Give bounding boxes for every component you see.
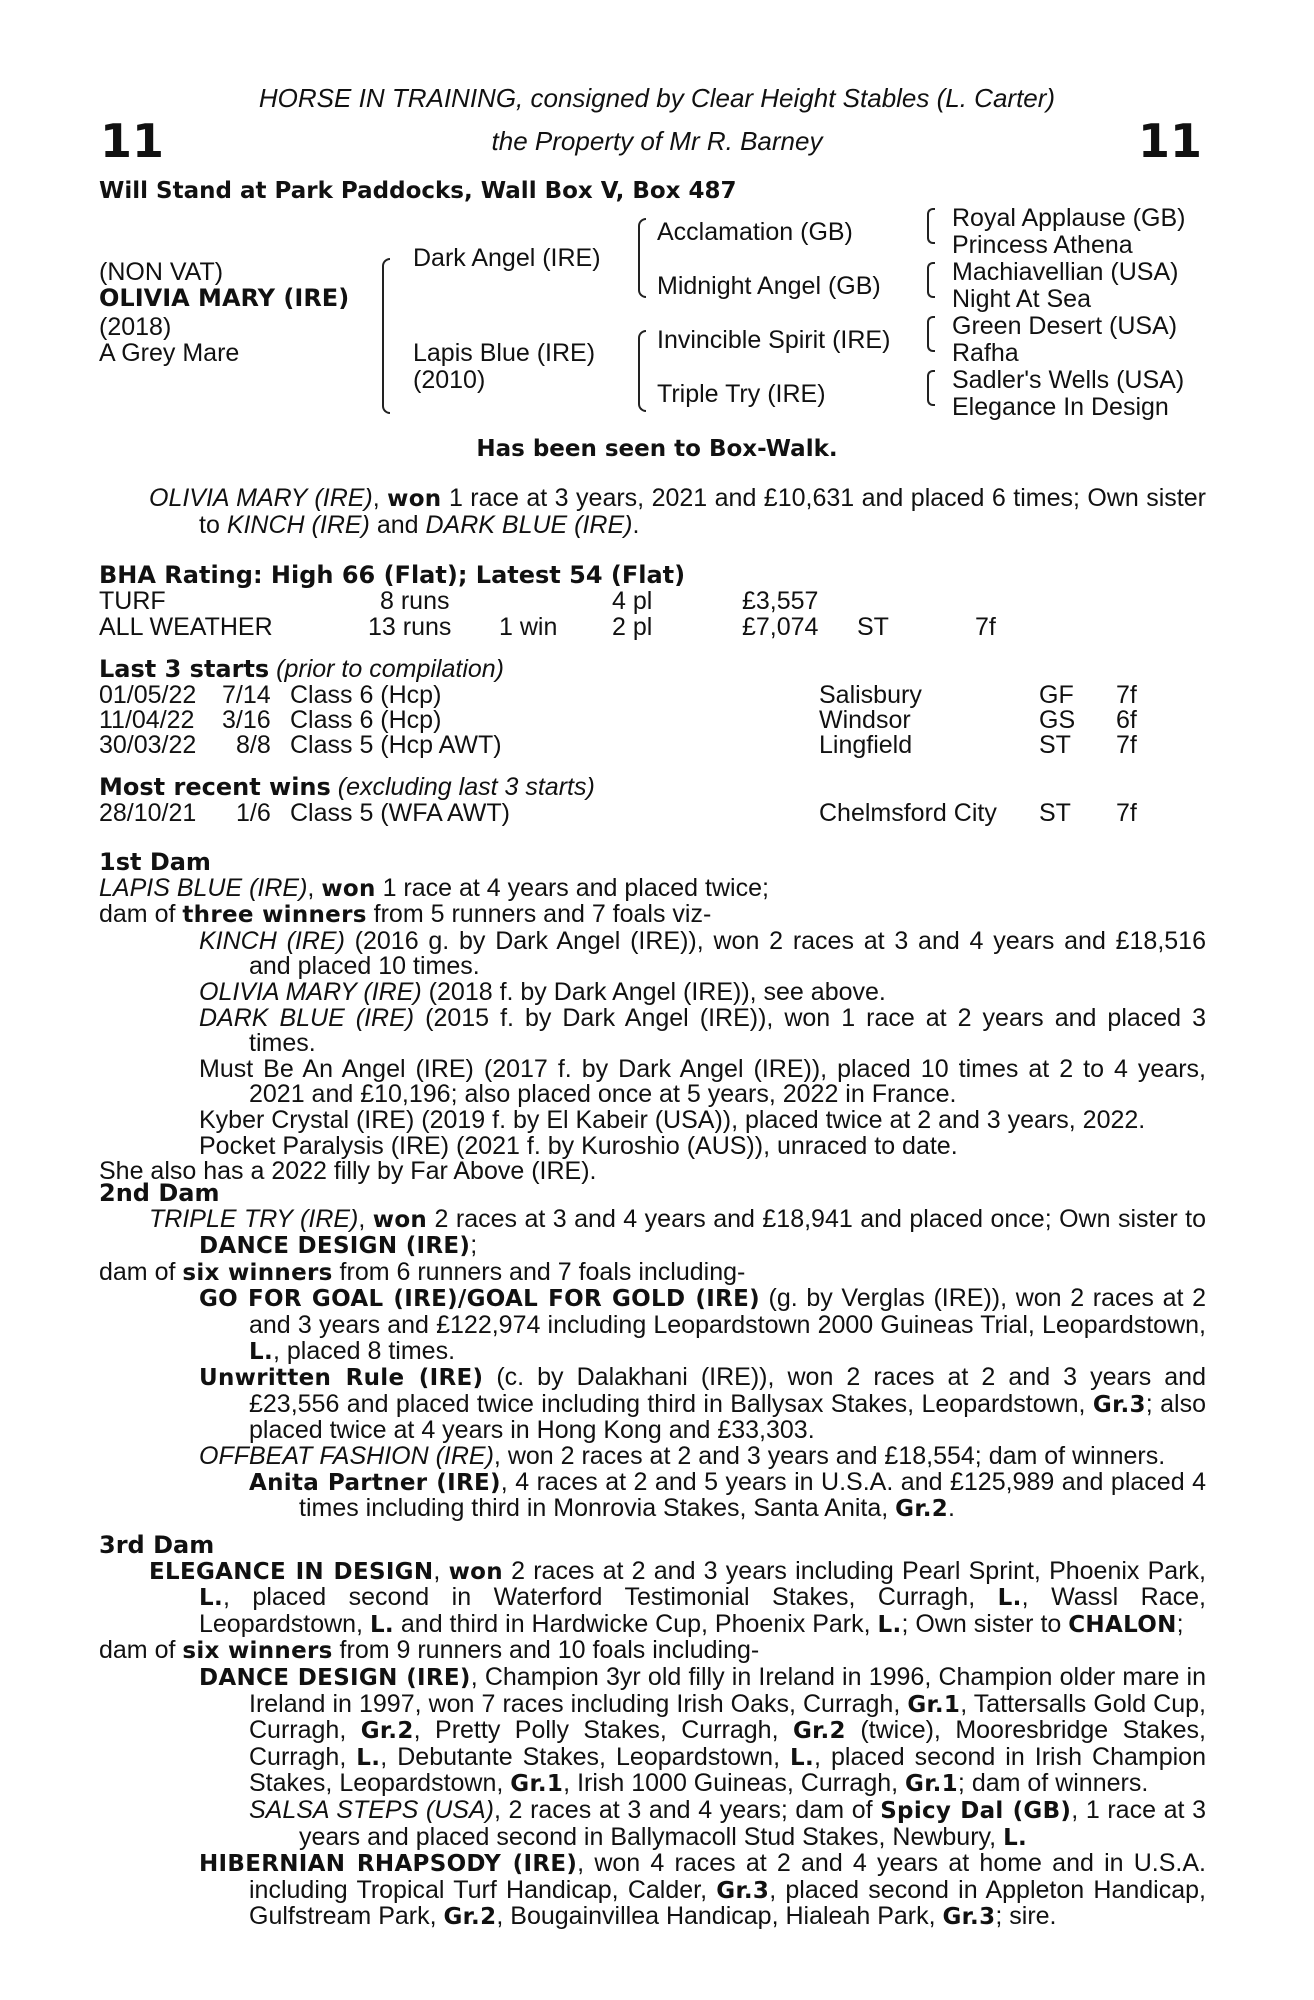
last3-row-2-dist: 6f — [1116, 706, 1137, 734]
summary-text: 1 race at 3 years, 2021 and £10,631 and placed 6 times; Own sister to — [199, 484, 1206, 539]
progeny-hibernian-t2: , placed second in Appleton Handicap, Gulfstream Park, — [249, 1875, 1206, 1931]
progeny-kinch-text: (2016 g. by Dark Angel (IRE)), won 2 races at 3 and 4 years and £18,516 and placed 10 times. — [249, 926, 1206, 981]
recent-row-1-pos: 1/6 — [236, 799, 271, 827]
g4-ancestor-5: Green Desert (USA) — [952, 312, 1178, 340]
summary-sibling-2: DARK BLUE (IRE) — [425, 510, 633, 539]
progeny-dance-design-l2: L. — [790, 1744, 815, 1771]
second-dam-semi: ; — [470, 1231, 478, 1260]
progeny-hibernian-t3: , Bougainvillea Handicap, Hialeah Park, — [496, 1902, 943, 1931]
progeny-dance-design-g2: Gr.2 — [360, 1718, 414, 1745]
horse-year: (2018) — [99, 313, 172, 341]
last3-note: (prior to compilation) — [269, 655, 505, 683]
progeny-salsa-steps-listed: L. — [1003, 1824, 1028, 1851]
progeny-unwritten-rule-name: Unwritten Rule (IRE) — [199, 1365, 484, 1392]
progeny-pocket-paralysis: Pocket Paralysis (IRE) (2021 f. by Kuroshio (AUS)), unraced to date. — [199, 1131, 958, 1160]
progeny-darkblue-name: DARK BLUE (IRE) — [199, 1003, 415, 1032]
second-dam-winners: six winners — [182, 1259, 333, 1286]
third-dam-chalon: CHALON — [1068, 1611, 1177, 1638]
summary-horse-name: OLIVIA MARY (IRE) — [149, 484, 373, 512]
sire-name: Dark Angel (IRE) — [413, 244, 601, 272]
vat-status: (NON VAT) — [99, 258, 224, 286]
progeny-go-for-goal-text: (g. by Verglas (IRE)), won 2 races at 2 and 3 years and £122,974 including Leopardstown 2000 Guineas Trial, Leopardstown, — [249, 1284, 1206, 1339]
progeny-go-for-goal-listed: L. — [249, 1338, 273, 1365]
g4-ancestor-3: Machiavellian (USA) — [952, 258, 1179, 286]
recent-row-1-date: 28/10/21 — [99, 799, 197, 827]
bha-rating-title: BHA Rating: High 66 (Flat); Latest 54 (Flat) — [99, 561, 686, 589]
third-dam-foals: from 9 runners and 10 foals including- — [332, 1636, 760, 1665]
g4-ancestor-7: Sadler's Wells (USA) — [952, 366, 1185, 394]
progeny-go-for-goal-end: , placed 8 times. — [273, 1336, 456, 1365]
recent-note: (excluding last 3 starts) — [330, 773, 595, 801]
progeny-olivia-text: (2018 f. by Dark Angel (IRE)), see above. — [421, 977, 886, 1006]
progeny-hibernian-t4: ; sire. — [995, 1902, 1057, 1931]
second-dam-foals: from 6 runners and 7 foals including- — [332, 1257, 746, 1286]
progeny-darkblue-text: (2015 f. by Dark Angel (IRE)), won 1 race at 2 years and placed 3 times. — [249, 1003, 1206, 1058]
third-dam-t2: , placed second in Waterford Testimonial Stakes, Curragh, — [223, 1583, 998, 1612]
first-dam-section: 1st Dam LAPIS BLUE (IRE), won 1 race at 4 years and placed twice; dam of three winners from 5 runners and 7 foals viz- KINCH (IRE) (2016 g. by Dark Angel (IRE)), won 2 races at 3 and 4 years and £18,516 and placed 10 times. OLIVIA MARY (IRE) (2018 f. by Dark Angel (IRE)), see above. DARK BLUE (IRE) (2015 f. by Dark Angel (IRE)), won 1 race at 2 years and placed 3 times. Must Be An Angel (IRE) (2017 f. by Dark Angel (IRE)), placed 10 times at 2 to 4 years, 2021 and £10,196; also placed once at 5 years, 2022 in France. Kyber Crystal (IRE) (2019 f. by El Kabeir (USA)), placed twice at 2 and 3 years, 2022. Pocket Paralysis (IRE) (2021 f. by Kuroshio (AUS)), unraced to date. She also has a 2022 filly by Far Above (IRE). — [99, 848, 1206, 1186]
third-dam-t6: ; — [1176, 1609, 1184, 1638]
progeny-salsa-steps-name: SALSA STEPS (USA) — [249, 1795, 494, 1824]
second-dam-sister: DANCE DESIGN (IRE) — [199, 1233, 471, 1260]
granddam-maternal: Triple Try (IRE) — [657, 380, 826, 408]
last3-row-1-date: 01/05/22 — [99, 681, 197, 709]
progeny-spicy-dal: Spicy Dal (GB) — [880, 1797, 1072, 1824]
dam-name: Lapis Blue (IRE) — [413, 339, 596, 367]
third-dam-t1: 2 races at 2 and 3 years including Pearl Sprint, Phoenix Park, — [502, 1556, 1206, 1585]
progeny-hibernian-g3: Gr.3 — [942, 1904, 996, 1931]
second-dam-name: TRIPLE TRY (IRE) — [149, 1204, 359, 1233]
recent-row-1-dist: 7f — [1116, 799, 1137, 827]
first-dam-name: LAPIS BLUE (IRE) — [99, 873, 308, 902]
progeny-offbeat-fashion-name: OFFBEAT FASHION (IRE) — [199, 1441, 494, 1470]
recent-title: Most recent wins — [99, 773, 331, 801]
first-dam-filly-note: She also has a 2022 filly by Far Above (IRE). — [99, 1157, 597, 1186]
third-dam-t5: ; Own sister to — [901, 1609, 1069, 1638]
bha-aw-runs: 13 runs — [368, 613, 452, 641]
progeny-dance-design-t2: , Tattersalls Gold Cup, Curragh, — [249, 1689, 1206, 1745]
last3-row-1-pos: 7/14 — [222, 681, 271, 709]
g4-ancestor-4: Night At Sea — [952, 285, 1091, 313]
horse-name: OLIVIA MARY (IRE) — [99, 284, 350, 312]
last3-row-3-course: Lingfield — [819, 731, 913, 759]
last3-row-2-class: Class 6 (Hcp) — [290, 706, 442, 734]
last3-row-2-course: Windsor — [819, 706, 911, 734]
race-summary: OLIVIA MARY (IRE), won 1 race at 3 years, 2021 and £10,631 and placed 6 times; Own sister to KINCH (IRE) and DARK BLUE (IRE). — [149, 484, 1206, 539]
summary-and: and — [369, 510, 426, 539]
recent-row-1-class: Class 5 (WFA AWT) — [290, 799, 510, 827]
summary-won: won — [387, 486, 442, 512]
dam-year: (2010) — [413, 366, 486, 394]
first-dam-winners: three winners — [182, 902, 367, 929]
second-dam-title: 2nd Dam — [99, 1179, 220, 1207]
progeny-olivia-name: OLIVIA MARY (IRE) — [199, 977, 422, 1006]
third-dam-winners: six winners — [182, 1638, 333, 1665]
progeny-unwritten-rule-end: ; also placed twice at 4 years in Hong Kong and £33,303. — [249, 1389, 1206, 1445]
progeny-dance-design-t1: , Champion 3yr old filly in Ireland in 1996, Champion older mare in Ireland in 1997, won 7 races including Irish Oaks, Curragh, — [249, 1662, 1207, 1718]
progeny-anita-partner-end: . — [948, 1494, 955, 1523]
recent-wins-heading — [99, 773, 595, 801]
progeny-anita-partner-text: , 4 races at 2 and 5 years in U.S.A. and £125,989 and placed 4 times including third in Monrovia Stakes, Santa Anita, — [299, 1467, 1206, 1523]
progeny-salsa-steps-t2: , 1 race at 3 years and placed second in Ballymacoll Stud Stakes, Newbury, — [299, 1795, 1207, 1851]
bha-aw-dist: 7f — [975, 613, 996, 641]
bha-turf-surface: TURF — [99, 587, 166, 615]
g4-ancestor-1: Royal Applause (GB) — [952, 204, 1186, 232]
grandsire-paternal: Acclamation (GB) — [657, 218, 853, 246]
progeny-dance-design-g5: Gr.1 — [905, 1771, 958, 1798]
lot-number-right: 11 — [1137, 114, 1202, 168]
third-dam-won: won — [448, 1558, 503, 1585]
last3-row-1-dist: 7f — [1116, 681, 1137, 709]
last3-row-1-going: GF — [1039, 681, 1074, 709]
consignor-line: HORSE IN TRAINING, consigned by Clear Height Stables (L. Carter) — [258, 83, 1056, 113]
second-dam-won: won — [372, 1206, 428, 1233]
progeny-dance-design-t5: , Debutante Stakes, Leopardstown, — [380, 1742, 791, 1771]
progeny-hibernian-rhapsody-name: HIBERNIAN RHAPSODY (IRE) — [199, 1851, 578, 1878]
last3-row-2-pos: 3/16 — [222, 706, 271, 734]
progeny-anita-partner-grade: Gr.2 — [895, 1496, 949, 1523]
progeny-hibernian-t1: , won 4 races at 2 and 4 years at home and in U.S.A. including Tropical Turf Handicap, Calder, — [249, 1849, 1206, 1904]
first-dam-won: won — [321, 875, 376, 902]
progeny-go-for-goal-name: GO FOR GOAL (IRE)/GOAL FOR GOLD (IRE) — [199, 1286, 760, 1313]
first-dam-foals: from 5 runners and 7 foals viz- — [366, 900, 712, 929]
progeny-dance-design-t6: , placed second in Irish Champion Stakes, Leopardstown, — [249, 1742, 1206, 1798]
lot-number-left: 11 — [100, 114, 165, 168]
horse-description: A Grey Mare — [99, 339, 240, 367]
progeny-salsa-steps-t1: , 2 races at 3 and 4 years; dam of — [493, 1795, 881, 1824]
first-dam-record: 1 race at 4 years and placed twice; — [375, 873, 769, 902]
bha-turf-runs: 8 runs — [380, 587, 450, 615]
grandsire-maternal: Invincible Spirit (IRE) — [657, 326, 891, 354]
property-line: the Property of Mr R. Barney — [491, 126, 823, 156]
third-dam-l1: L. — [199, 1585, 223, 1612]
last3-row-1-course: Salisbury — [819, 681, 922, 709]
third-dam-l3: L. — [369, 1611, 394, 1638]
last3-row-3-dist: 7f — [1116, 731, 1137, 759]
pedigree-brace-sire — [638, 218, 646, 298]
summary-sibling-1: KINCH (IRE) — [226, 510, 370, 539]
progeny-dance-design-g1: Gr.1 — [907, 1691, 961, 1718]
recent-row-1-going: ST — [1039, 799, 1071, 827]
bha-aw-wins: 1 win — [499, 613, 558, 641]
last3-heading — [99, 655, 504, 683]
last3-row-2-going: GS — [1039, 706, 1076, 734]
progeny-dance-design-l1: L. — [356, 1744, 381, 1771]
pedigree-brace-dam — [638, 330, 646, 412]
pedigree-brace-g4-4 — [927, 370, 935, 406]
first-dam-title: 1st Dam — [99, 848, 211, 876]
recent-row-1-course: Chelmsford City — [819, 799, 997, 827]
third-dam-name: ELEGANCE IN DESIGN — [149, 1558, 434, 1585]
progeny-hibernian-g2: Gr.2 — [443, 1904, 497, 1931]
last3-row-1-class: Class 6 (Hcp) — [290, 681, 442, 709]
progeny-kyber-crystal: Kyber Crystal (IRE) (2019 f. by El Kabeir (USA)), placed twice at 2 and 3 years, 2022. — [199, 1105, 1146, 1134]
third-dam-l2: L. — [997, 1585, 1022, 1612]
g4-ancestor-2: Princess Athena — [952, 231, 1133, 259]
progeny-dance-design-g3: Gr.2 — [792, 1718, 846, 1745]
g4-ancestor-8: Elegance In Design — [952, 393, 1169, 421]
box-walk-note: Has been seen to Box-Walk. — [476, 436, 838, 462]
progeny-offbeat-fashion-text: , won 2 races at 2 and 3 years and £18,554; dam of winners. — [493, 1441, 1166, 1470]
bha-turf-pl: 4 pl — [612, 587, 653, 615]
progeny-dance-design-t7: , Irish 1000 Guineas, Curragh, — [563, 1769, 906, 1798]
progeny-unwritten-rule-text: (c. by Dalakhani (IRE)), won 2 races at 2 and 3 years and £23,556 and placed twice including third in Ballysax Stakes, Leopardstown, — [249, 1363, 1206, 1418]
progeny-unwritten-rule-grade: Gr.3 — [1092, 1391, 1146, 1418]
progeny-hibernian-g1: Gr.3 — [716, 1877, 770, 1904]
g4-ancestor-6: Rafha — [952, 339, 1019, 367]
stand-location: Will Stand at Park Paddocks, Wall Box V, Box 487 — [99, 178, 737, 204]
third-dam-section: 3rd Dam ELEGANCE IN DESIGN, won 2 races at 2 and 3 years including Pearl Sprint, Phoenix Park, L., placed second in Waterford Testimonial Stakes, Curragh, L., Wassl Race, Leopardstown, L. and third in Hardwicke Cup, Phoenix Park, L.; Own sister to CHALON; dam of six winners from 9 runners and 10 foals including- DANCE DESIGN (IRE), Champion 3yr old filly in Ireland in 1996, Champion older mare in Ireland in 1997, won 7 races including Irish Oaks, Curragh, Gr.1, Tattersalls Gold Cup, Curragh, Gr.2, Pretty Polly Stakes, Curragh, Gr.2 (twice), Mooresbridge Stakes, Curragh, L., Debutante Stakes, Leopardstown, L., placed second in Irish Champion Stakes, Leopardstown, Gr.1, Irish 1000 Guineas, Curragh, Gr.1; dam of winners. SALSA STEPS (USA), 2 races at 3 and 4 years; dam of Spicy Dal (GB), 1 race at 3 years and placed second in Ballymacoll Stud Stakes, Newbury, L. HIBERNIAN RHAPSODY (IRE), won 4 races at 2 and 4 years at home and in U.S.A. including Tropical Turf Handicap, Calder, Gr.3, placed second in Appleton Handicap, Gulfstream Park, Gr.2, Bougainvillea Handicap, Hialeah Park, Gr.3; sire. — [99, 1531, 1207, 1931]
granddam-paternal: Midnight Angel (GB) — [657, 272, 881, 300]
bha-aw-going: ST — [857, 613, 889, 641]
last3-row-3-going: ST — [1039, 731, 1071, 759]
pedigree-brace-g4-1 — [927, 208, 935, 244]
bha-aw-surface: ALL WEATHER — [99, 613, 273, 641]
progeny-dance-design-name: DANCE DESIGN (IRE) — [199, 1664, 471, 1691]
progeny-dance-design-t3: , Pretty Polly Stakes, Curragh, — [413, 1716, 793, 1745]
progeny-dance-design-t8: ; dam of winners. — [957, 1769, 1149, 1798]
summary-end: . — [632, 510, 640, 539]
last3-row-3-date: 30/03/22 — [99, 731, 197, 759]
third-dam-damof: dam of — [99, 1636, 183, 1665]
second-dam-damof: dam of — [99, 1257, 183, 1286]
progeny-kinch-name: KINCH (IRE) — [199, 926, 345, 955]
last3-row-2-date: 11/04/22 — [99, 706, 195, 734]
bha-aw-money: £7,074 — [742, 613, 819, 641]
bha-aw-pl: 2 pl — [612, 613, 653, 641]
pedigree-brace-g4-2 — [927, 262, 935, 298]
third-dam-t4: and third in Hardwicke Cup, Phoenix Park, — [393, 1609, 878, 1638]
bha-turf-money: £3,557 — [742, 587, 819, 615]
second-dam-section: 2nd Dam TRIPLE TRY (IRE), won 2 races at 3 and 4 years and £18,941 and placed once; Own sister to DANCE DESIGN (IRE); dam of six winners from 6 runners and 7 foals including- GO FOR GOAL (IRE)/GOAL FOR GOLD (IRE) (g. by Verglas (IRE)), won 2 races at 2 and 3 years and £122,974 including Leopardstown 2000 Guineas Trial, Leopardstown, L., placed 8 times. Unwritten Rule (IRE) (c. by Dalakhani (IRE)), won 2 races at 2 and 3 years and £23,556 and placed twice including third in Ballysax Stakes, Leopardstown, Gr.3; also placed twice at 4 years in Hong Kong and £33,303. OFFBEAT FASHION (IRE), won 2 races at 2 and 3 years and £18,554; dam of winners. Anita Partner (IRE), 4 races at 2 and 5 years in U.S.A. and £125,989 and placed 4 times including third in Monrovia Stakes, Santa Anita, Gr.2. — [99, 1179, 1206, 1523]
progeny-must-be-an-angel: Must Be An Angel (IRE) (2017 f. by Dark Angel (IRE)), placed 10 times at 2 to 4 years, 2021 and £10,196; also placed once at 5 years, 2022 in France. — [199, 1054, 1206, 1109]
progeny-dance-design-g4: Gr.1 — [510, 1771, 564, 1798]
second-dam-record: 2 races at 3 and 4 years and £18,941 and placed once; Own sister to — [427, 1204, 1206, 1233]
third-dam-t3: , Wassl Race, Leopardstown, — [199, 1583, 1206, 1638]
pedigree-brace-g4-3 — [927, 316, 935, 352]
first-dam-damof: dam of — [99, 900, 183, 929]
third-dam-l4: L. — [877, 1611, 902, 1638]
last3-row-3-pos: 8/8 — [236, 731, 271, 759]
progeny-anita-partner-name: Anita Partner (IRE) — [249, 1469, 501, 1496]
pedigree-brace-main — [382, 258, 390, 414]
progeny-dance-design-t4: (twice), Mooresbridge Stakes, Curragh, — [249, 1716, 1207, 1771]
third-dam-title: 3rd Dam — [99, 1531, 215, 1559]
last3-title: Last 3 starts — [99, 655, 270, 683]
last3-row-3-class: Class 5 (Hcp AWT) — [290, 731, 502, 759]
